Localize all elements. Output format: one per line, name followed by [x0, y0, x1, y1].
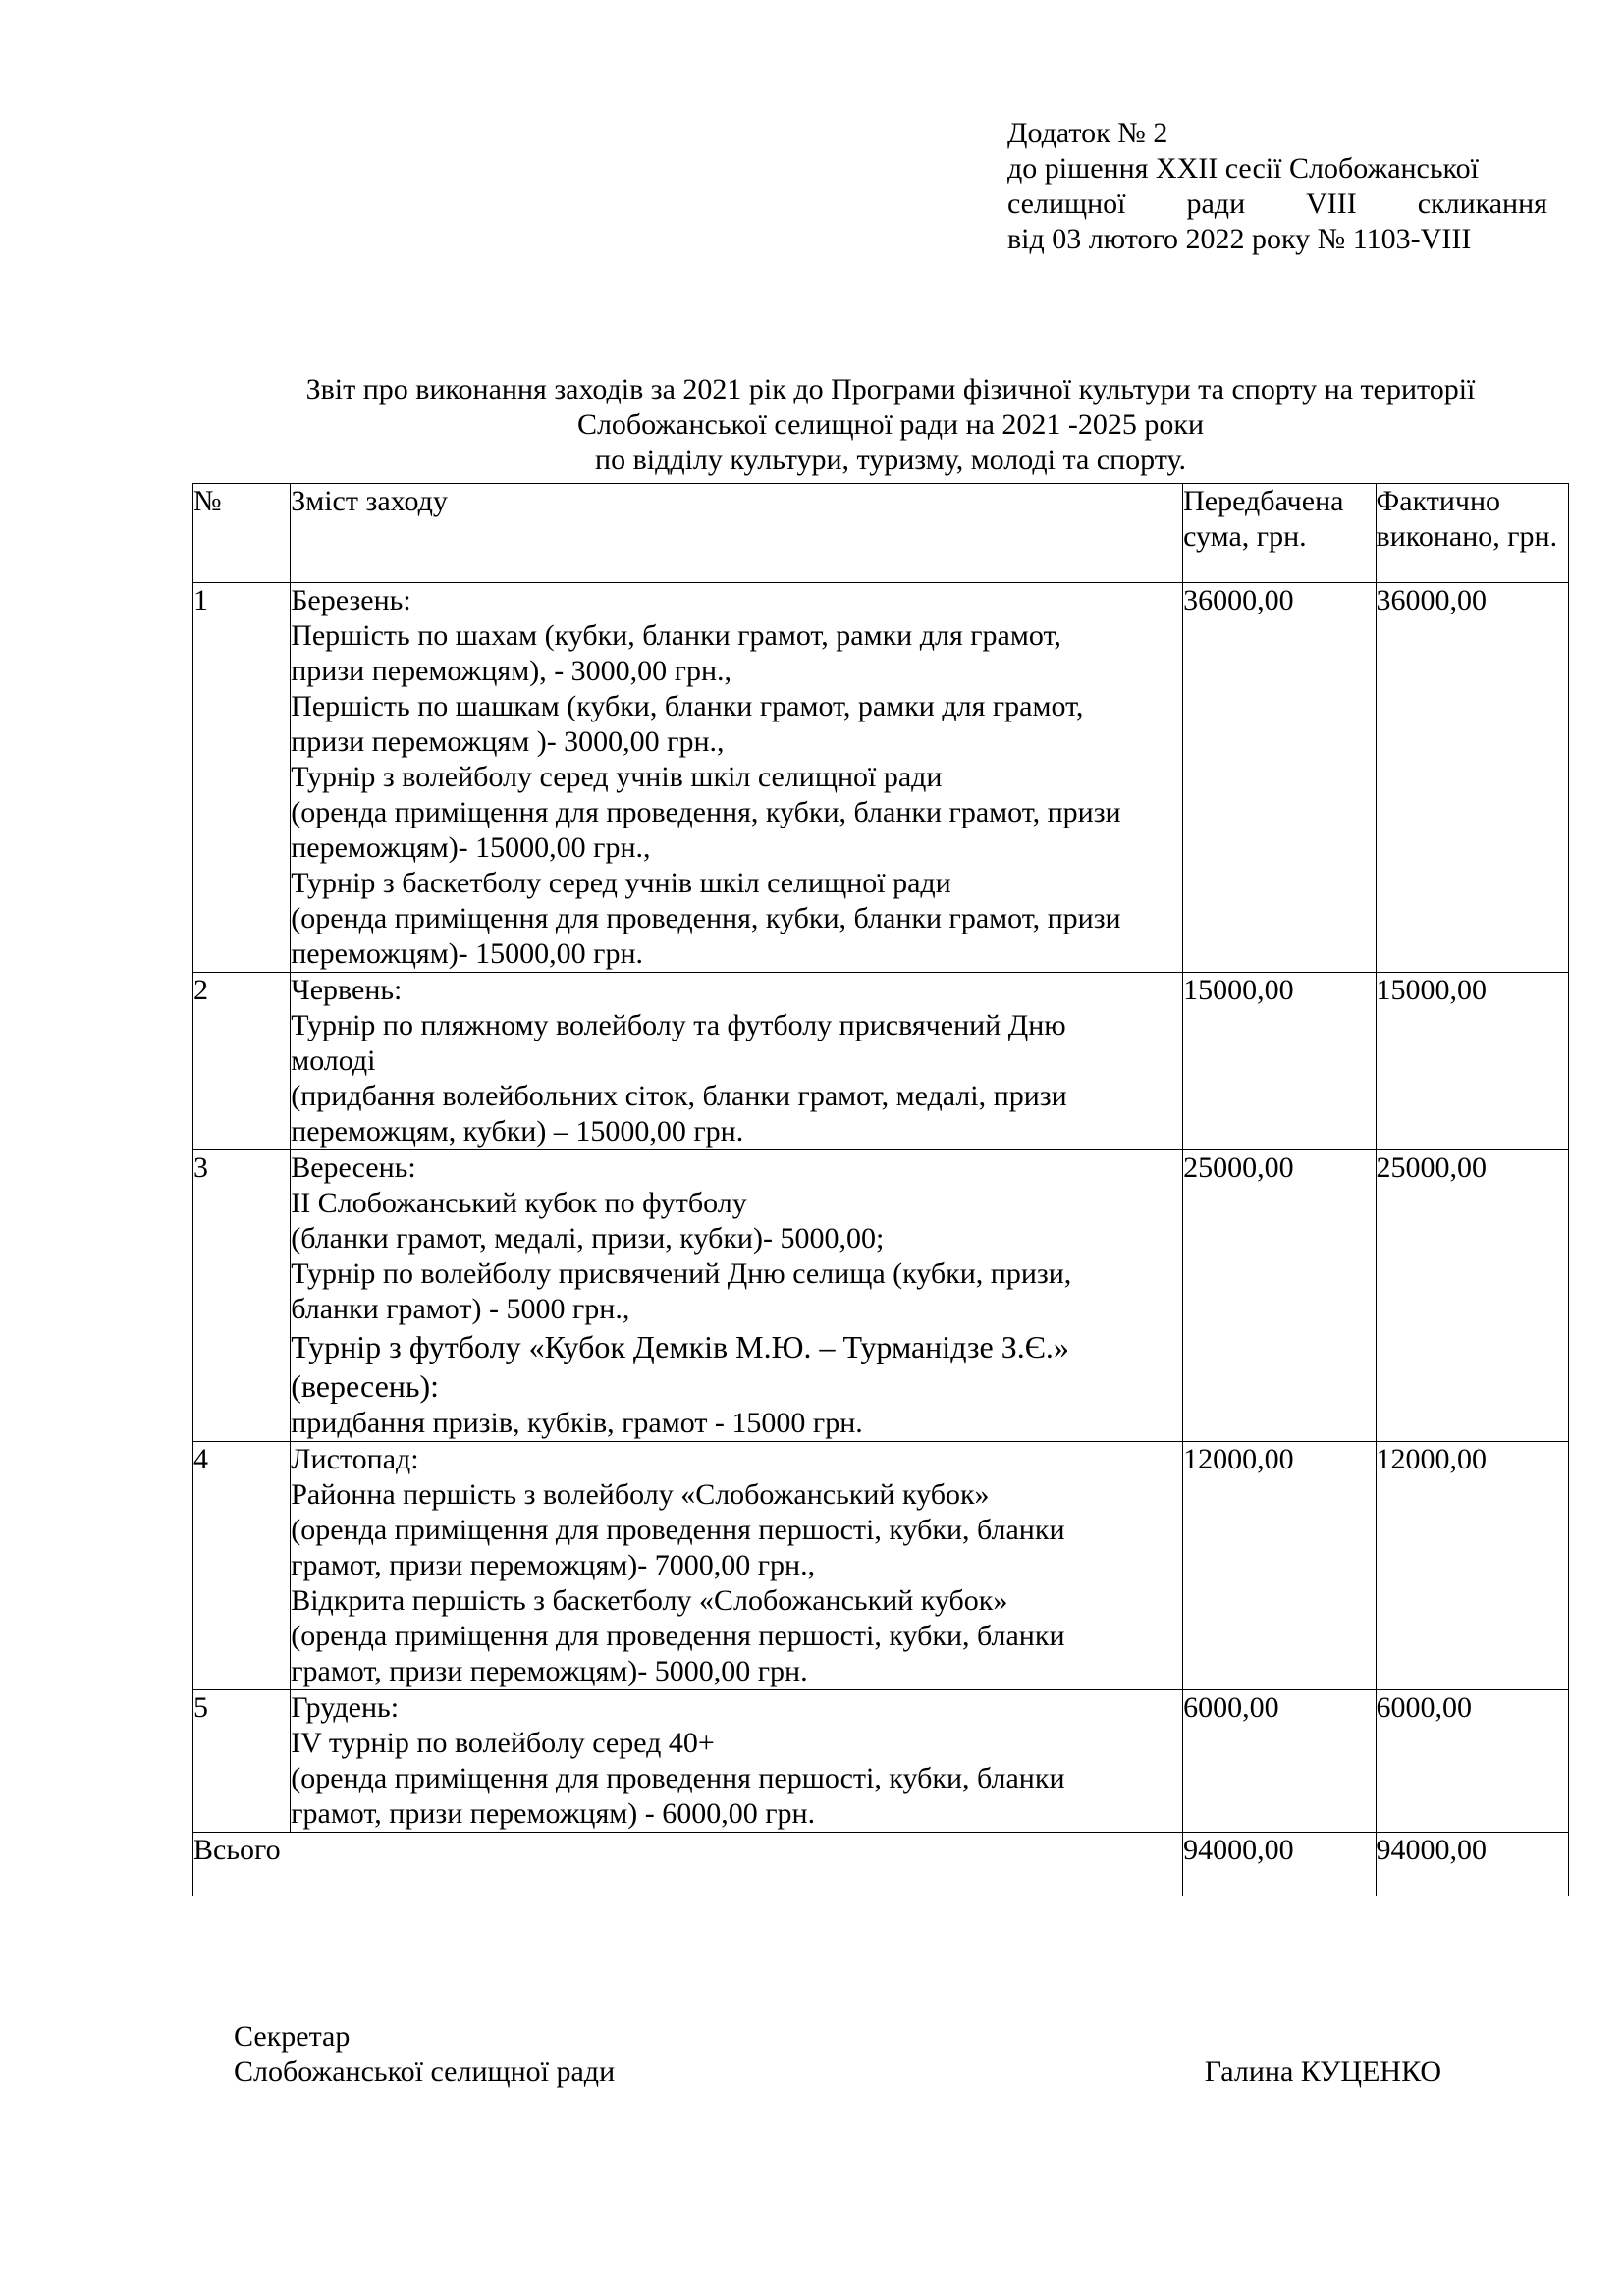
row-description — [291, 973, 1183, 1150]
signature-row — [234, 2055, 1441, 2090]
row-number: 1 — [193, 583, 291, 973]
table-row — [193, 1442, 1569, 1690]
description-line: призи переможцям), - 3000,00 грн., — [291, 655, 732, 687]
title-line-1: Звіт про виконання заходів за 2021 рік до Програми фізичної культури та спорту на території — [305, 373, 1476, 405]
description-line: (оренда приміщення для проведення, кубки, бланки грамот, призи — [291, 796, 1121, 828]
description-line: Турнір по волейболу присвячений Дню селища (кубки, призи, — [291, 1257, 1072, 1290]
description-line: Грудень: — [291, 1691, 400, 1724]
description-line: грамот, призи переможцям)- 5000,00 грн. — [291, 1655, 808, 1687]
row-actual-amount: 12000,00 — [1376, 1442, 1568, 1690]
row-planned-amount: 36000,00 — [1183, 583, 1376, 973]
title-line-3: по відділу культури, туризму, молоді та спорту. — [595, 444, 1186, 476]
description-line: Березень: — [291, 584, 411, 616]
table-row — [193, 1150, 1569, 1442]
description-line: (оренда приміщення для проведення першості, кубки, бланки — [291, 1514, 1065, 1546]
row-planned-amount: 6000,00 — [1183, 1690, 1376, 1833]
row-actual-amount: 36000,00 — [1376, 583, 1568, 973]
header-number: № — [193, 484, 291, 583]
header-planned: Передбачена сума, грн. — [1183, 484, 1376, 583]
description-line: придбання призів, кубків, грамот - 15000 грн. — [291, 1407, 863, 1439]
table-row — [193, 1690, 1569, 1833]
total-actual: 94000,00 — [1376, 1833, 1568, 1896]
signature-block — [234, 2019, 1441, 2090]
signature-name: Галина КУЦЕНКО — [1204, 2056, 1441, 2088]
description-line: II Слобожанський кубок по футболу — [291, 1187, 747, 1219]
description-line: переможцям)- 15000,00 грн. — [291, 937, 644, 970]
description-line: Відкрита першість з баскетболу «Слобожанський кубок» — [291, 1584, 1008, 1617]
description-line: грамот, призи переможцям)- 7000,00 грн., — [291, 1549, 816, 1581]
events-table — [192, 483, 1569, 1896]
row-number: 4 — [193, 1442, 291, 1690]
description-line: Листопад: — [291, 1443, 419, 1475]
table-row — [193, 583, 1569, 973]
description-line: Турнір з футболу «Кубок Демків М.Ю. – Турманідзе З.Є.» — [291, 1329, 1069, 1364]
row-actual-amount: 15000,00 — [1376, 973, 1568, 1150]
row-description — [291, 1442, 1183, 1690]
header-content: Зміст заходу — [291, 484, 1183, 583]
row-planned-amount: 12000,00 — [1183, 1442, 1376, 1690]
row-actual-amount: 6000,00 — [1376, 1690, 1568, 1833]
header-actual: Фактично виконано, грн. — [1376, 484, 1568, 583]
row-number: 2 — [193, 973, 291, 1150]
annex-line-3 — [1007, 187, 1547, 222]
annex-line-2: до рішення XXII сесії Слобожанської — [1007, 152, 1479, 185]
row-number: 5 — [193, 1690, 291, 1833]
signature-position-1: Секретар — [234, 2020, 351, 2053]
annex-line-3-word: скликання — [1417, 187, 1547, 220]
description-line: бланки грамот) - 5000 грн., — [291, 1293, 630, 1325]
description-line: (оренда приміщення для проведення першості, кубки, бланки — [291, 1620, 1065, 1652]
description-line: (вересень): — [291, 1368, 440, 1404]
row-planned-amount: 15000,00 — [1183, 973, 1376, 1150]
description-line: Першість по шахам (кубки, бланки грамот, рамки для грамот, — [291, 619, 1061, 652]
description-line: Турнір з баскетболу серед учнів шкіл селищної ради — [291, 867, 951, 899]
description-line: (оренда приміщення для проведення, кубки, бланки грамот, призи — [291, 902, 1121, 934]
table-row — [193, 973, 1569, 1150]
description-line: Турнір з волейболу серед учнів шкіл селищної ради — [291, 761, 943, 793]
annex-line-4: від 03 лютого 2022 року № 1103-VIII — [1007, 223, 1472, 255]
total-row — [193, 1833, 1569, 1896]
row-number: 3 — [193, 1150, 291, 1442]
total-planned: 94000,00 — [1183, 1833, 1376, 1896]
signature-position-2: Слобожанської селищної ради — [234, 2056, 616, 2088]
annex-line-3-word: селищної — [1007, 187, 1126, 220]
total-label: Всього — [193, 1833, 1183, 1896]
description-line: (бланки грамот, медалі, призи, кубки)- 5000,00; — [291, 1222, 885, 1255]
row-planned-amount: 25000,00 — [1183, 1150, 1376, 1442]
report-title — [191, 372, 1590, 478]
description-line: молоді — [291, 1044, 376, 1077]
annex-line-3-word: VIII — [1306, 187, 1357, 220]
row-description — [291, 1150, 1183, 1442]
description-line: Вересень: — [291, 1151, 416, 1184]
description-line: (оренда приміщення для проведення першості, кубки, бланки — [291, 1762, 1065, 1794]
title-line-2: Слобожанської селищної ради на 2021 -2025 роки — [576, 408, 1205, 441]
description-line: IV турнір по волейболу серед 40+ — [291, 1727, 715, 1759]
annex-block — [1007, 116, 1547, 257]
description-line: Першість по шашкам (кубки, бланки грамот, рамки для грамот, — [291, 690, 1084, 722]
row-description — [291, 583, 1183, 973]
description-line: призи переможцям )- 3000,00 грн., — [291, 725, 725, 758]
description-line: переможцям, кубки) – 15000,00 грн. — [291, 1115, 744, 1148]
description-line: Червень: — [291, 974, 403, 1006]
annex-line-1: Додаток № 2 — [1007, 117, 1168, 149]
row-description — [291, 1690, 1183, 1833]
annex-line-3-word: ради — [1186, 187, 1246, 220]
description-line: грамот, призи переможцям) - 6000,00 грн. — [291, 1797, 816, 1830]
description-line: переможцям)- 15000,00 грн., — [291, 831, 651, 864]
description-line: Районна першість з волейболу «Слобожанський кубок» — [291, 1478, 990, 1511]
description-line: (придбання волейбольних сіток, бланки грамот, медалі, призи — [291, 1080, 1067, 1112]
description-line: Турнір по пляжному волейболу та футболу присвячений Дню — [291, 1009, 1066, 1041]
table-header-row — [193, 484, 1569, 583]
row-actual-amount: 25000,00 — [1376, 1150, 1568, 1442]
